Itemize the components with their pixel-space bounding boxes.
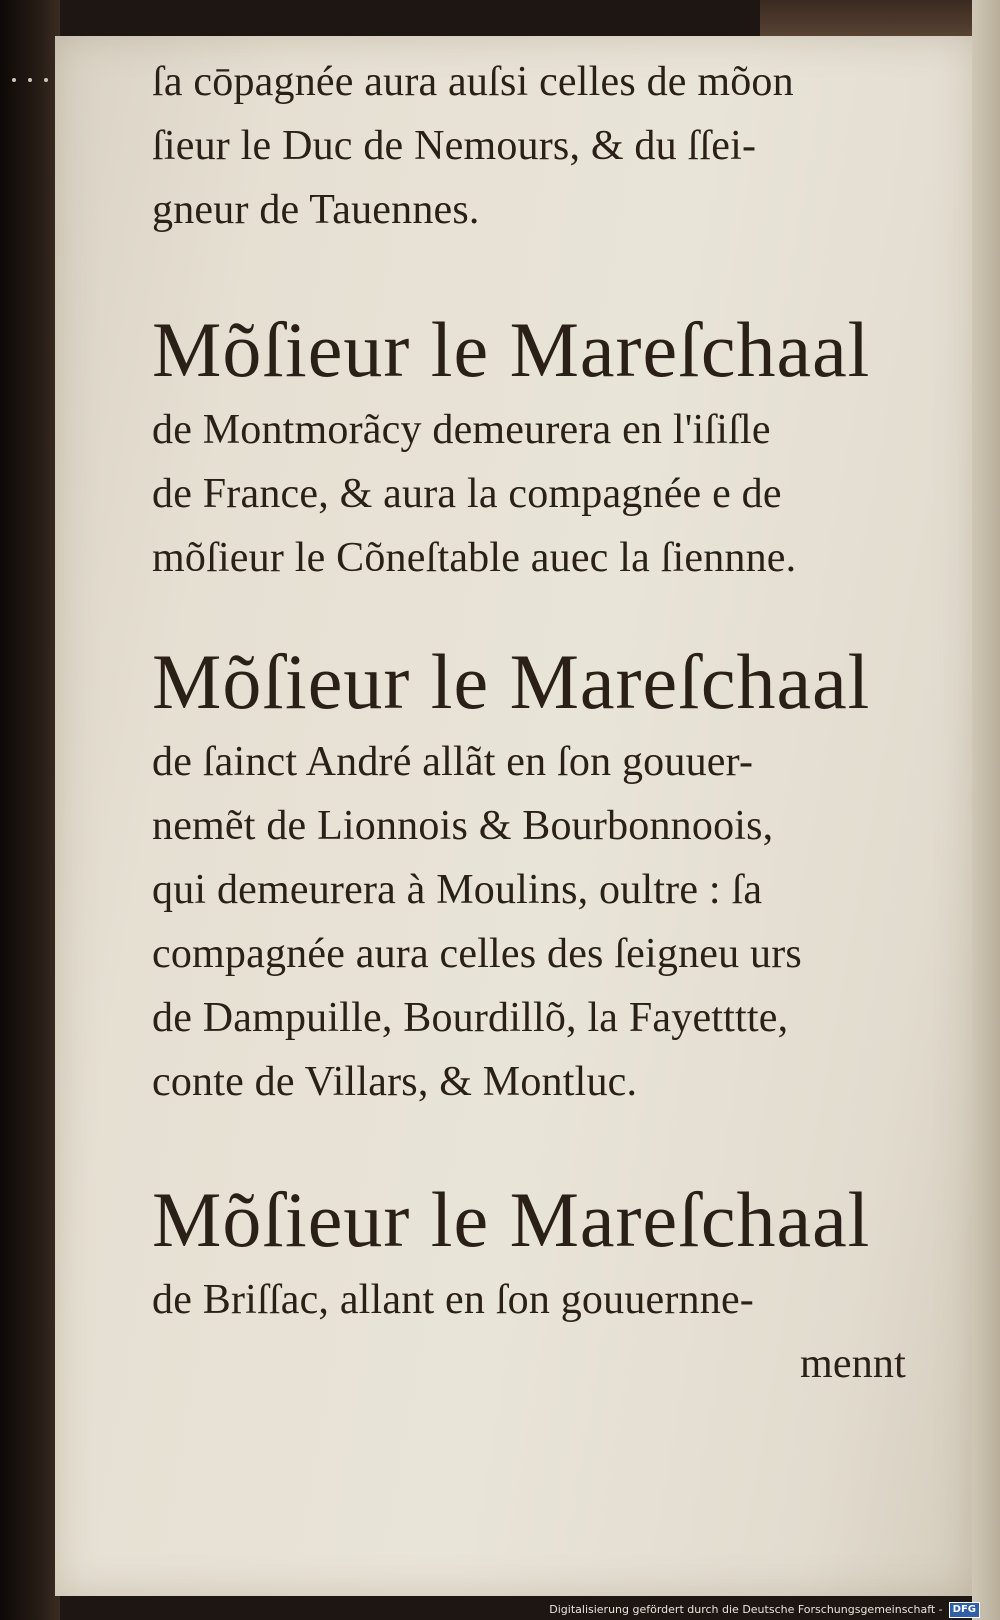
section-heading: Mõſieur le Mareſchaal [152, 1176, 871, 1263]
text-line: compagnée aura celles des ſeigneu urs [152, 931, 802, 977]
text-line: gneur de Tauennes. [152, 187, 480, 233]
digitization-credit [549, 1602, 980, 1618]
binding-marks [8, 78, 58, 88]
text-line: de ſainct André allãt en ſon gouuer- [152, 739, 754, 785]
section-heading: Mõſieur le Mareſchaal [152, 638, 871, 725]
text-line: nemẽt de Lionnois & Bourbonnoois, [152, 803, 774, 849]
dfg-logo-icon: DFG [949, 1602, 980, 1618]
text-line: qui demeurera à Moulins, oultre : ſa [152, 867, 763, 913]
page-text [152, 50, 922, 1396]
text-line: mõſieur le Cõneſtable auec la ſiennne. [152, 535, 797, 581]
page-right-edge [972, 0, 1000, 1620]
text-line: de France, & aura la compagnée e de [152, 471, 782, 517]
text-line: ſieur le Duc de Nemours, & du ſſei- [152, 123, 757, 169]
book-gutter-shadow [0, 0, 60, 1620]
text-line: ſa cōpagnée aura auſsi celles de mõon [152, 59, 794, 105]
credit-text: Digitalisierung gefördert durch die Deutsche Forschungsgemeinschaft - [549, 1603, 943, 1616]
text-line: conte de Villars, & Montluc. [152, 1059, 638, 1105]
catchword: mennt [800, 1341, 906, 1387]
text-line: de Briſſac, allant en ſon gouuernne- [152, 1277, 754, 1323]
text-line: de Dampuille, Bourdillõ, la Fayetttte, [152, 995, 789, 1041]
adjacent-page-edge [760, 0, 1000, 40]
text-line: de Montmorãcy demeurera en l'iſiſle [152, 407, 771, 453]
section-heading: Mõſieur le Mareſchaal [152, 306, 871, 393]
